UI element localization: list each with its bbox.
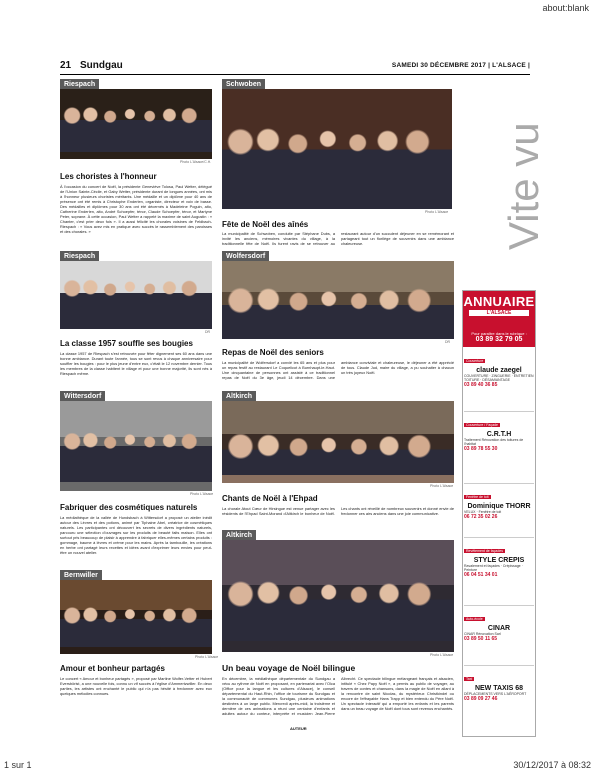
photo-caption: Photo L'Alsace	[425, 210, 449, 214]
article-body: La municipalité de Wolfersdorf a convié les 65 ans et plus pour un repas festif au restaurant Le Coquelicot à Burnhaupt-le-Haut. Une cinquantaine de personnes ont assisté à ce traditionnel repas de Noël du 3e âge, jeudi 14 décembre. Dans une ambiance conviviale et chaleureuse, le déjeuner a été apprécié de tous. Claude Jud, maire du village, a pu souhaiter à chacun un très joyeux Noël.	[222, 360, 454, 380]
photo-cosmetiques	[60, 401, 212, 491]
ad-category: Taxi	[466, 677, 473, 681]
ad-text: COUVERTURE · ZINGUERIE · ENTRETIEN TOITURE · DÉSAMIANTAGE	[464, 374, 534, 382]
tag-altkirch: Altkirch	[222, 530, 256, 541]
ad-text: Traitement Rénovation des toitures de l'habitat	[464, 438, 524, 446]
photo-concert	[60, 580, 212, 654]
ad-new-taxis	[464, 667, 534, 733]
article-body: La médiathèque de la vallée de Hundsbach à Wittersdorf a proposé un atelier inédit autour des Lèvres et des potions, animé par Tiphaine Abel, créatrice de cosmétiques naturels. Les participantes ont découvert les secrets de divers ingrédients naturels, parcouru une sélection d'ouvrages sur les produits de beauté faits maison. Elles ont surtout pris beaucoup de plaisir à apprendre à fabriquer elles-mêmes certains produits : gommage, baume à lèvres et crème pour les mains. Après la tambouille, les créations en herbe ont partagé leurs recettes et idées avant d'exprimer leurs envies pour peut-être un nouvel atelier.	[60, 515, 212, 555]
photo-caption: Photo L'Alsace/C.H.	[180, 160, 212, 164]
article-title: Fabriquer des cosmétiques naturels	[60, 503, 198, 512]
ad-phone: 06 04 51 34 01	[464, 572, 498, 578]
photo-choristes	[60, 89, 212, 159]
ad-text: DÉPLACEMENTS VERS L'AÉROPORT	[464, 692, 527, 696]
print-timestamp: 30/12/2017 à 08:32	[513, 760, 591, 770]
ad-phone: 03 89 40 36 85	[464, 382, 498, 388]
ad-style-crepis	[464, 539, 534, 606]
ad-name: STYLE CREPIS	[473, 557, 525, 564]
ad-crth	[464, 413, 534, 484]
ad-zaegel	[464, 349, 534, 412]
ad-name: C.R.T.H	[486, 431, 512, 438]
tag-riespach: Riespach	[60, 251, 99, 262]
photo-ehpad	[222, 401, 454, 483]
ad-thorr	[464, 485, 534, 538]
photo-aines	[222, 89, 452, 209]
ad-category: Fenêtre de toit	[466, 495, 489, 499]
browser-url: about:blank	[542, 3, 589, 13]
article-title: Un beau voyage de Noël bilingue	[222, 663, 356, 673]
article-title: Amour et bonheur partagés	[60, 664, 165, 673]
page-number: 21	[60, 60, 72, 71]
annuaire-brand: L'ALSACE	[469, 310, 529, 316]
annuaire-sub: Pour paraître dans le rubrique :	[471, 331, 527, 336]
article-body: En décembre, la médiathèque départementale du Sundgau a vécu au rythme de Noël en proposant, en partenariat avec l'Olca (Office pour la langue et les cultures d'Alsace), le conseil départemental du Haut-Rhin, l'office de tourisme du Sundgau et la communauté de communes Sundgau, plusieurs animations destinées à un large public. Mercredi après-midi, la troisième et dernière de ces animations a réuni une centaine d'enfants et adultes autour du conteur, interprète et musicien Jean-Pierre Albrecht. Ce spectacle bilingue mélangeant français et alsacien, intitulé « Chez Papy Noël », a permis au public de voyager, au travers de contes et chansons, dans la magie de Noël en allant à la rencontre de saint Nicolas, du mystérieux Christkindel ou encore de l'effrayable Hans Trapp et bien entendu du Père Noël. Un spectacle interactif qui a emporté les enfants et les parents dans un beau voyage de Noël dont tous sont revenus enchantés.	[222, 676, 454, 716]
ad-text: CINAR Rénovation Sarl	[464, 632, 501, 636]
ad-category: Couverture / Façade	[466, 423, 498, 427]
photo-classe-1957	[60, 261, 212, 329]
annuaire-contact	[463, 331, 535, 347]
article-body: Le concert « Amour et bonheur partagés », proposé par Martine Wolfer-Vetter et Hubert Eversbörist, a une nouvelle fois, connu un vif succès à l'église d'Ammertzwiller. En deux parties, les artistes ont enchanté le public qui n'a pas hésité à fredonner avec eux quelques mélodies connues.	[60, 676, 212, 696]
tag-bernwiller: Bernwiller	[60, 570, 102, 581]
ad-name: Dominique THORR	[467, 503, 531, 510]
ad-category: Couverture	[466, 359, 484, 363]
tag-altkirch: Altkirch	[222, 391, 256, 402]
photo-caption: Photo L'Alsace	[195, 655, 219, 659]
section-title: Sundgau	[80, 60, 123, 71]
ad-text: VELUX · Fenêtre de toit	[464, 510, 502, 514]
photo-repas-seniors	[222, 261, 454, 339]
article-title: Les choristes à l'honneur	[60, 172, 157, 181]
photo-voyage-noel	[222, 540, 454, 652]
ad-phone: 03 89 09 27 46	[464, 696, 498, 702]
ad-category: Auto-école	[466, 617, 483, 621]
ad-phone: 03 89 50 11 65	[464, 636, 498, 642]
article-title: Repas de Noël des seniors	[222, 348, 324, 357]
ad-cinar	[464, 607, 534, 666]
ad-name: NEW TAXIS 68	[474, 685, 524, 692]
author-mark: AUTEUR	[290, 726, 307, 731]
tag-riespach: Riespach	[60, 79, 99, 90]
ad-phone: 06 72 35 02 26	[464, 514, 498, 520]
photo-caption: Photo L'Alsace	[430, 653, 454, 657]
ad-name: CINAR	[487, 625, 511, 632]
article-title: La classe 1957 souffle ses bougies	[60, 339, 193, 348]
issue-date: SAMEDI 30 DÉCEMBRE 2017 | L'ALSACE |	[391, 62, 530, 69]
tag-wittersdorf: Wittersdorf	[60, 391, 105, 402]
photo-caption: DR	[445, 340, 451, 344]
photo-caption: DR	[205, 330, 211, 334]
article-body: La municipalité de Schwoben, conduite par Stéphane Dubs, a invité les anciens, mémoires vivantes du village, à la traditionnelle fête de Noël. Ils furent ravis de se retrouver au restaurant autour d'un succulent déjeuner en se remémorant et partageant tout un florilège de souvenirs dans une ambiance chaleureuse.	[222, 231, 454, 246]
annuaire-sidebar	[462, 290, 536, 737]
article-body: À l'occasion du concert de Noël, la présidente Geneviève Tolosa, Paul Wetter, délégué de l'Union Sainte-Cécile, et Gaby Wetter, présidente durant de longues années, ont mis à l'honneur plusieurs choristes méritants. Une médaille et un diplôme pour 40 ans de présence ont été remis à Christophe Enderlen, organiste, directeur et voix de basse. Des médailles et diplômes pour 30 ans ont été décernés à Madeleine Poguin, alto, Catherine Enderlen, alto, André Schoepfer, ténor, Claude Schoepfer, ténor, et Martyne Peter, soprane. À cette occasion, Paul Wetter a rappelé la maxime de saint Augustin : « Chanter, c'est prier deux fois ». Il a aussi félicité les chorales voisines de Feldbach-Riespach : « Vous avez mis en pratique avec succès le rassemblement des paroisses et des chorales. »	[60, 184, 212, 234]
article-title: Fête de Noël des aînés	[222, 220, 309, 229]
annuaire-header	[463, 291, 535, 331]
article-body: La classe 1957 de Riespach s'est retrouvée pour fêter dignement ses 60 ans dans une bonne ambiance. Durant toute l'année, tous se sont revus à chaque anniversaire pour souffler les bougies : pour le plus jeune d'entre eux, c'était le 12 novembre dernier. Tous les membres de la classe habitent le village et pour une bonne majorité, ils sont nés à Riespach même.	[60, 351, 212, 376]
photo-caption: Photo L'Alsace	[190, 492, 214, 496]
ad-category: Revêtement de façades	[466, 549, 503, 553]
ad-phone: 03 89 78 55 30	[464, 446, 498, 452]
annuaire-phone: 03 89 32 79 05	[475, 336, 523, 343]
tag-schwoben: Schwoben	[222, 79, 265, 90]
page-count: 1 sur 1	[4, 760, 32, 770]
page-header	[60, 60, 530, 75]
annuaire-title: ANNUAIRE	[463, 294, 535, 309]
ad-text: Ravalement et façades · Crépissage · Peinture	[464, 564, 523, 572]
photo-caption: Photo L'Alsace	[430, 484, 454, 488]
vite-vu-label: Vite vu	[500, 122, 547, 250]
tag-wolfersdorf: Wolfersdorf	[222, 251, 269, 262]
ad-name: claude zaegel	[476, 367, 522, 374]
article-body: La chorale Atout Cœur de Hirsingue est venue partager avec les résidents de l'Ehpad Saint-Morand d'Altkirch le bonheur de Noël. Les chants ont réveillé de nombreux souvenirs et donné envie de fredonner ces airs anciens dans une joie communicative.	[222, 506, 454, 516]
article-title: Chants de Noël à l'Ehpad	[222, 494, 318, 503]
